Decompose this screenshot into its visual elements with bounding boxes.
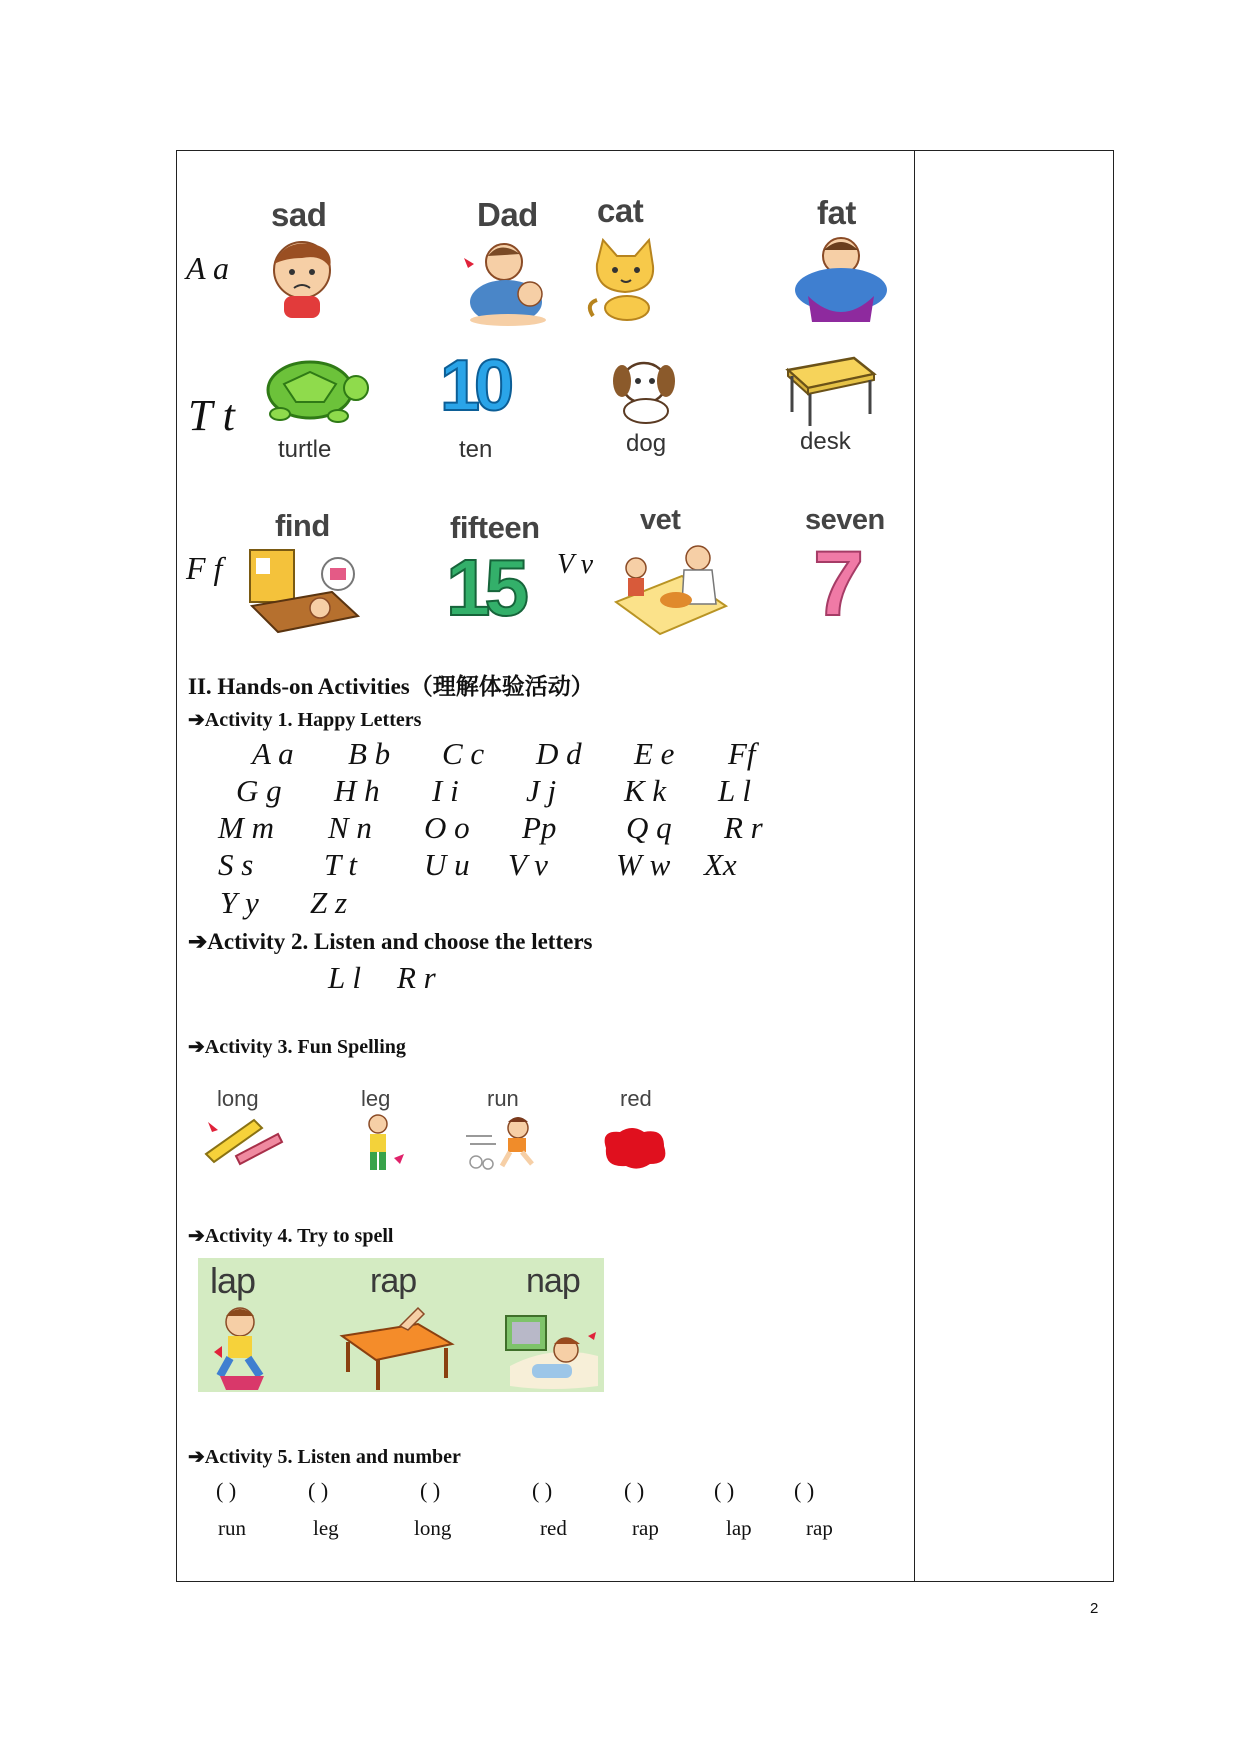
alphabet-row-4-item-5: W w [616, 847, 671, 882]
activity5-word-4: red [540, 1516, 567, 1540]
word-nap: nap [526, 1262, 580, 1300]
find-illustration [246, 548, 368, 634]
alphabet-row-2-item-1: G g [236, 773, 282, 808]
word-dad: Dad [477, 196, 538, 233]
word-seven: seven [805, 504, 885, 536]
alphabet-row-2-item-2: H h [334, 773, 380, 808]
word-desk: desk [800, 428, 851, 455]
dog-illustration [606, 355, 682, 425]
alphabet-row-1-item-5: E e [634, 736, 675, 771]
word-dog: dog [626, 430, 667, 457]
activity2-letter-2: R r [397, 960, 436, 995]
alphabet-row-2-item-3: I i [432, 773, 459, 808]
fat-man-illustration [786, 234, 896, 324]
word-long: long [217, 1086, 259, 1111]
letter-ff-label: F f [186, 550, 223, 586]
activity5-word-5: rap [632, 1516, 659, 1540]
alphabet-row-4-item-4: V v [508, 847, 548, 882]
answer-blank-2[interactable]: ( ) [308, 1478, 329, 1503]
word-run: run [487, 1086, 519, 1111]
number-fifteen: 15 [446, 543, 523, 632]
word-lap: lap [210, 1260, 256, 1301]
run-girl-illustration [462, 1116, 546, 1172]
alphabet-row-2-item-4: J j [526, 773, 557, 808]
activity2-letter-1: L l [328, 960, 362, 995]
letter-vv-label: V v [557, 549, 594, 580]
alphabet-row-1-item-3: C c [442, 736, 485, 771]
leg-boy-illustration [358, 1114, 408, 1174]
activity5-word-2: leg [313, 1516, 339, 1540]
number-seven: 7 [813, 533, 865, 635]
dad-illustration [460, 236, 556, 328]
answer-blank-5[interactable]: ( ) [624, 1478, 645, 1503]
alphabet-row-2-item-5: K k [624, 773, 667, 808]
alphabet-row-1-item-4: D d [536, 736, 582, 771]
alphabet-row-4-item-6: Xx [704, 847, 737, 882]
alphabet-row-5-item-2: Z z [310, 885, 348, 920]
alphabet-row-4-item-1: S s [218, 847, 254, 882]
sad-boy-illustration [262, 236, 342, 320]
activity5-word-7: rap [806, 1516, 833, 1540]
activity4-title: ➔Activity 4. Try to spell [188, 1225, 394, 1247]
activity5-word-3: long [414, 1516, 452, 1540]
lap-boy-illustration [200, 1306, 278, 1392]
word-find: find [275, 508, 330, 543]
alphabet-row-3-item-4: Pp [522, 810, 557, 845]
cat-illustration [583, 234, 669, 322]
alphabet-row-4-item-3: U u [424, 847, 470, 882]
letter-aa-label: A a [186, 250, 229, 286]
word-turtle: turtle [278, 436, 332, 463]
answer-blank-3[interactable]: ( ) [420, 1478, 441, 1503]
word-sad: sad [271, 196, 327, 233]
activity2-title: ➔Activity 2. Listen and choose the letters [188, 929, 593, 954]
alphabet-row-3-item-3: O o [424, 810, 470, 845]
desk-illustration [784, 352, 878, 428]
alphabet-row-1-item-2: B b [348, 736, 391, 771]
section-heading: II. Hands-on Activities（理解体验活动） [188, 674, 594, 699]
nap-girl-illustration [502, 1310, 602, 1392]
alphabet-row-3-item-5: Q q [626, 810, 672, 845]
activity5-word-6: lap [726, 1516, 752, 1540]
alphabet-row-3-item-1: M m [218, 810, 274, 845]
answer-blank-6[interactable]: ( ) [714, 1478, 735, 1503]
table-column-divider [914, 150, 915, 1582]
alphabet-row-3-item-6: R r [724, 810, 763, 845]
alphabet-row-5-item-1: Y y [220, 885, 259, 920]
activity1-title: ➔Activity 1. Happy Letters [188, 709, 422, 731]
answer-blank-4[interactable]: ( ) [532, 1478, 553, 1503]
vet-illustration [612, 540, 730, 636]
answer-blank-7[interactable]: ( ) [794, 1478, 815, 1503]
long-ruler-illustration [202, 1116, 284, 1166]
word-vet: vet [640, 504, 681, 536]
word-leg: leg [361, 1086, 391, 1111]
word-fat: fat [817, 194, 856, 231]
number-ten: 10 [440, 346, 509, 426]
word-fifteen: fifteen [450, 510, 540, 545]
rap-table-illustration [338, 1306, 456, 1390]
word-ten: ten [459, 436, 493, 463]
alphabet-row-1-item-1: A a [252, 736, 294, 771]
alphabet-row-3-item-2: N n [328, 810, 372, 845]
red-splash-illustration [598, 1124, 670, 1172]
word-rap: rap [370, 1262, 417, 1300]
alphabet-row-2-item-6: L l [718, 773, 752, 808]
alphabet-row-1-item-6: Ff [728, 736, 756, 771]
page-number: 2 [1090, 1600, 1099, 1617]
activity5-title: ➔Activity 5. Listen and number [188, 1446, 461, 1468]
turtle-illustration [260, 354, 372, 426]
activity5-word-1: run [218, 1516, 246, 1540]
letter-tt-label: T t [188, 391, 235, 440]
answer-blank-1[interactable]: ( ) [216, 1478, 237, 1503]
alphabet-row-4-item-2: T t [324, 847, 358, 882]
word-cat: cat [597, 192, 644, 229]
word-red: red [620, 1086, 652, 1111]
activity3-title: ➔Activity 3. Fun Spelling [188, 1036, 406, 1058]
